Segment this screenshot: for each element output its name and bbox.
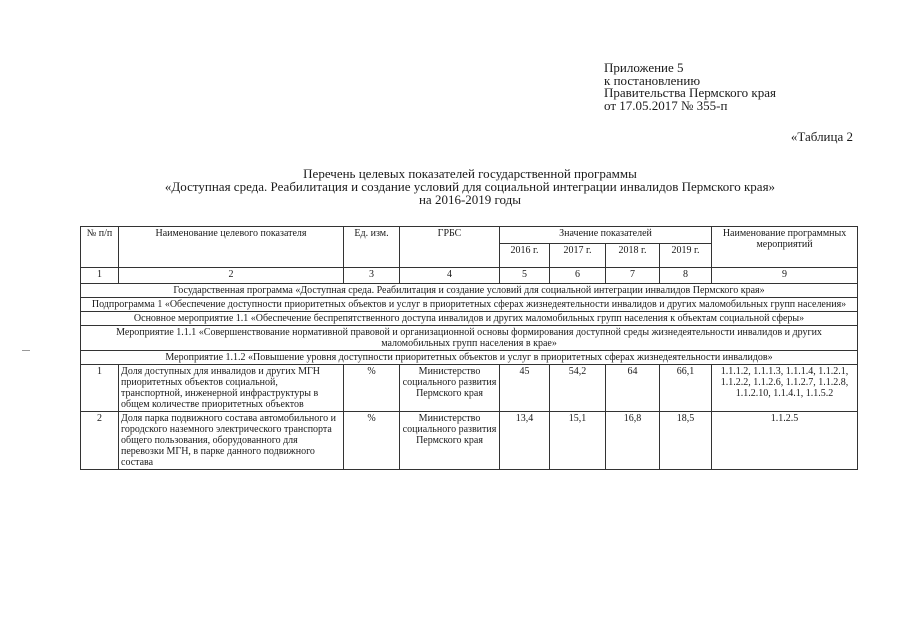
row-num: 2 (81, 412, 119, 470)
column-number: 1 (81, 268, 119, 284)
title-line: «Доступная среда. Реабилитация и создание условий для социальной интеграции инвалидов Пермского края» (164, 179, 776, 194)
column-number: 2 (119, 268, 344, 284)
section-row (81, 298, 858, 312)
column-number: 4 (400, 268, 500, 284)
row-grbs: Министерство социального развития Пермского края (400, 412, 500, 470)
row-value-2016: 45 (500, 365, 550, 412)
title-line: Перечень целевых показателей государственной программы (303, 166, 637, 181)
row-value-2016: 13,4 (500, 412, 550, 470)
header-values: Значение показателей (500, 227, 712, 244)
section-row (81, 284, 858, 298)
column-number: 9 (712, 268, 858, 284)
section-row (81, 351, 858, 365)
row-name: Доля парка подвижного состава автомобильного и городского наземного электрического транспорта общего пользования, оборудованного для перевозки МГН, в парке данного подвижного состава (119, 412, 344, 470)
column-number: 8 (660, 268, 712, 284)
column-number: 6 (550, 268, 606, 284)
row-unit: % (344, 365, 400, 412)
header-year: 2017 г. (550, 244, 606, 268)
table-row (81, 412, 858, 470)
section-program: Государственная программа «Доступная среда. Реабилитация и создание условий для социальной интеграции инвалидов Пермского края» (81, 284, 858, 298)
section-row (81, 312, 858, 326)
indicators-table (80, 226, 858, 470)
table-row (81, 365, 858, 412)
header-num: № п/п (81, 227, 119, 268)
document-title (80, 167, 860, 206)
appendix-line: от 17.05.2017 № 355-п (604, 97, 728, 113)
row-measures: 1.1.1.2, 1.1.1.3, 1.1.1.4, 1.1.2.1, 1.1.2.2, 1.1.2.6, 1.1.2.7, 1.1.2.8, 1.1.2.10, 1.1.4.1, 1.1.5.2 (712, 365, 858, 412)
section-measure-112: Мероприятие 1.1.2 «Повышение уровня доступности приоритетных объектов и услуг в приоритетных сферах жизнедеятельности инвалидов» (81, 351, 858, 365)
row-name: Доля доступных для инвалидов и других МГН приоритетных объектов социальной, транспортной, инженерной инфраструктуры в общем количестве приоритетных объектов (119, 365, 344, 412)
column-number: 5 (500, 268, 550, 284)
row-value-2019: 18,5 (660, 412, 712, 470)
table-label: «Таблица 2 (790, 129, 853, 144)
margin-mark (22, 350, 30, 351)
row-value-2019: 66,1 (660, 365, 712, 412)
row-grbs: Министерство социального развития Пермского края (400, 365, 500, 412)
row-measures: 1.1.2.5 (712, 412, 858, 470)
column-number: 7 (606, 268, 660, 284)
section-measure-111: Мероприятие 1.1.1 «Совершенствование нормативной правовой и организационной основы формирования доступной среды жизнедеятельности инвалидов и других маломобильных групп населения в крае» (81, 326, 858, 351)
row-value-2018: 64 (606, 365, 660, 412)
appendix-line: Приложение 5 (604, 60, 684, 75)
appendix-line: к постановлению (604, 72, 701, 88)
appendix-line: Правительства Пермского края (604, 85, 776, 100)
row-value-2017: 54,2 (550, 365, 606, 412)
header-unit: Ед. изм. (344, 227, 400, 268)
row-value-2018: 16,8 (606, 412, 660, 470)
header-grbs: ГРБС (400, 227, 500, 268)
header-year: 2019 г. (660, 244, 712, 268)
title-line: на 2016-2019 годы (418, 192, 522, 207)
header-measures: Наименование программных мероприятий (712, 227, 858, 268)
header-year: 2018 г. (606, 244, 660, 268)
header-row (81, 227, 858, 244)
column-number: 3 (344, 268, 400, 284)
row-unit: % (344, 412, 400, 470)
row-num: 1 (81, 365, 119, 412)
header-name: Наименование целевого показателя (119, 227, 344, 268)
section-row (81, 326, 858, 351)
section-subprogram: Подпрограмма 1 «Обеспечение доступности приоритетных объектов и услуг в приоритетных сферах жизнедеятельности инвалидов и других маломобильных групп населения» (81, 298, 858, 312)
column-numbers-row (81, 268, 858, 284)
header-year: 2016 г. (500, 244, 550, 268)
section-main-measure: Основное мероприятие 1.1 «Обеспечение беспрепятственного доступа инвалидов и других маломобильных групп населения к объектам социальной сферы» (81, 312, 858, 326)
appendix-block (604, 62, 776, 112)
row-value-2017: 15,1 (550, 412, 606, 470)
